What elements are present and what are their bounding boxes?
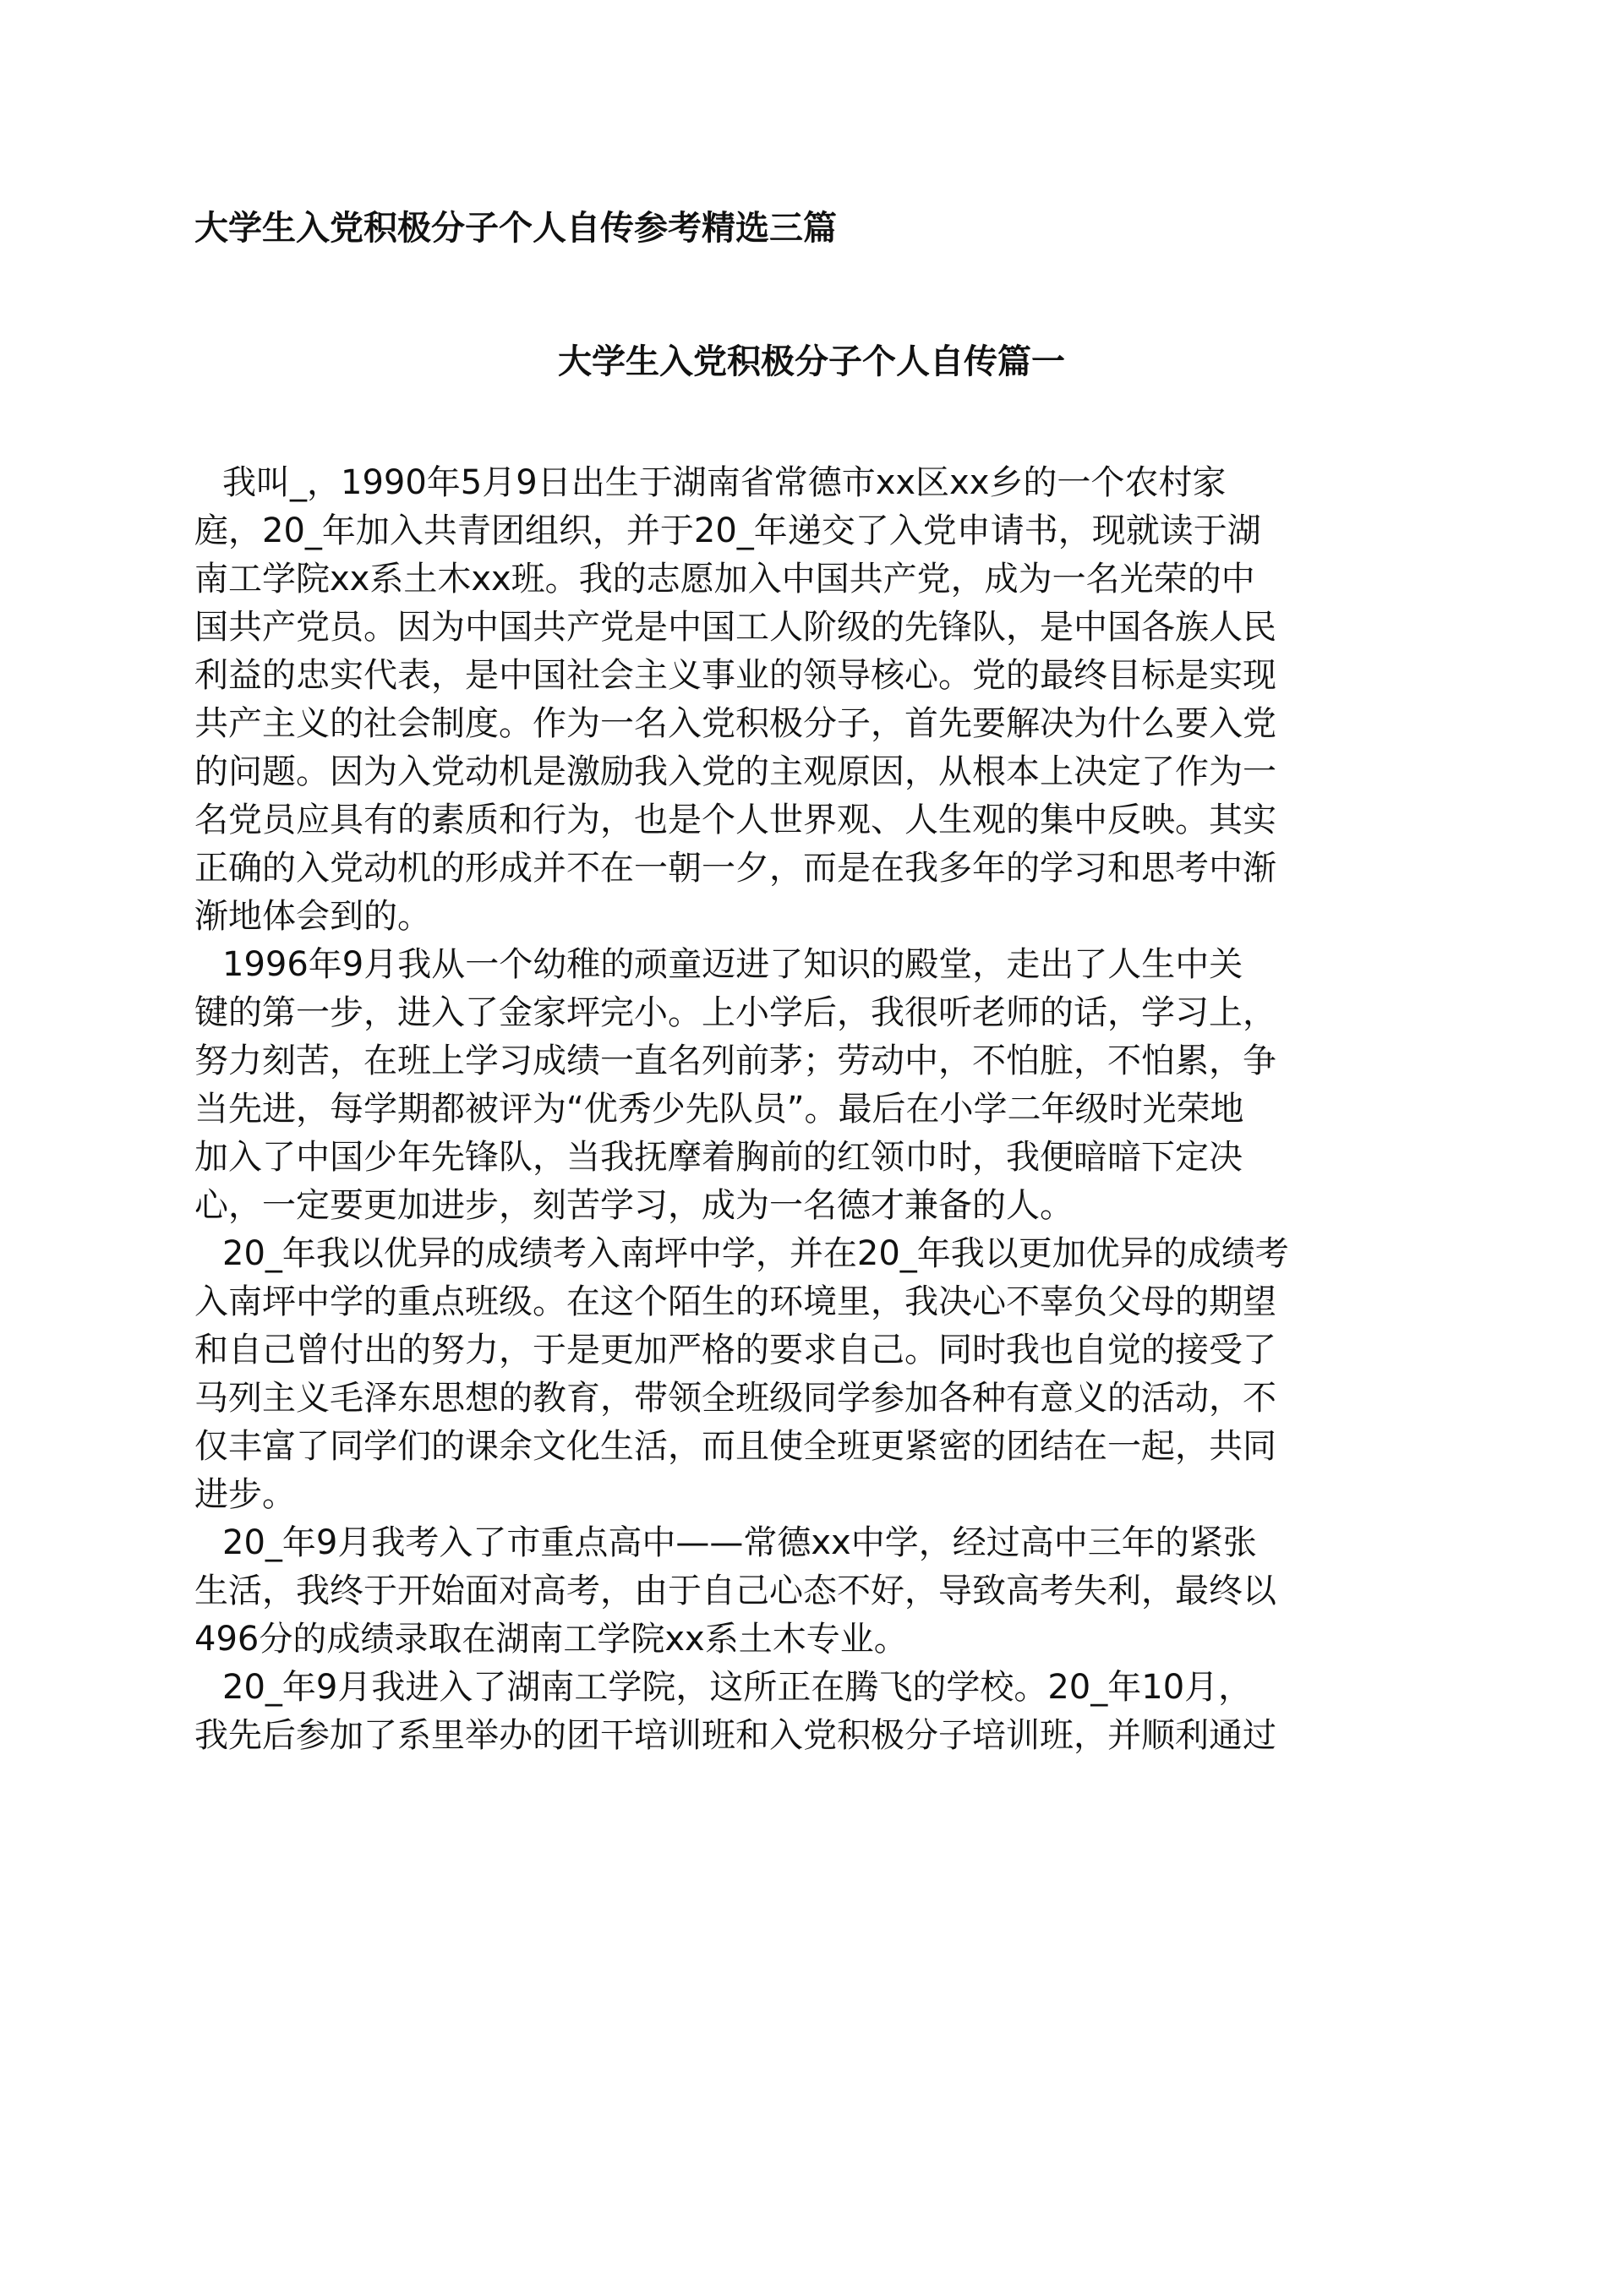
text-line: 马列主义毛泽东思想的教育，带领全班级同学参加各种有意义的活动，不 xyxy=(194,1379,1276,1418)
text-line: 496分的成绩录取在湖南工学院xx系土木专业。 xyxy=(194,1620,908,1659)
text-line: 仅丰富了同学们的课余文化生活，而且使全班更紧密的团结在一起，共同 xyxy=(194,1427,1276,1466)
text-line: 南工学院xx系土木xx班。我的志愿加入中国共产党，成为一名光荣的中 xyxy=(194,560,1255,599)
text-line: 国共产党员。因为中国共产党是中国工人阶级的先锋队，是中国各族人民 xyxy=(194,608,1276,647)
paragraph-2 xyxy=(194,941,1441,1230)
document-body xyxy=(194,459,1441,1760)
text-line: 生活，我终于开始面对高考，由于自己心态不好，导致高考失利，最终以 xyxy=(194,1572,1276,1610)
text-line: 加入了中国少年先锋队，当我抚摩着胸前的红领巾时，我便暗暗下定决 xyxy=(194,1138,1243,1177)
paragraph-4 xyxy=(194,1519,1441,1664)
text-line: 键的第一步，进入了金家坪完小。上小学后，我很听老师的话，学习上， xyxy=(194,993,1276,1032)
text-line: 庭，20_年加入共青团组织，并于20_年递交了入党申请书，现就读于湖 xyxy=(194,511,1261,550)
text-line: 正确的入党动机的形成并不在一朝一夕，而是在我多年的学习和思考中渐 xyxy=(194,849,1276,888)
paragraph-3 xyxy=(194,1230,1441,1519)
text-line: 渐地体会到的。 xyxy=(194,897,431,936)
document-title: 大学生入党积极分子个人自传参考精选三篇 xyxy=(194,209,837,248)
text-line: 20_年9月我进入了湖南工学院，这所正在腾飞的学校。20_年10月， xyxy=(222,1668,1253,1707)
text-line: 20_年我以优异的成绩考入南坪中学，并在20_年我以更加优异的成绩考 xyxy=(222,1234,1289,1273)
text-line: 1996年9月我从一个幼稚的顽童迈进了知识的殿堂，走出了人生中关 xyxy=(222,945,1243,984)
text-line: 名党员应具有的素质和行为，也是个人世界观、人生观的集中反映。其实 xyxy=(194,801,1276,839)
text-line: 当先进，每学期都被评为“优秀少先队员”。最后在小学二年级时光荣地 xyxy=(194,1090,1244,1129)
text-line: 共产主义的社会制度。作为一名入党积极分子，首先要解决为什么要入党 xyxy=(194,704,1276,743)
text-line: 20_年9月我考入了市重点高中——常德xx中学，经过高中三年的紧张 xyxy=(222,1523,1257,1562)
section-title: 大学生入党积极分子个人自传篇一 xyxy=(558,342,1065,381)
text-line: 我叫_，1990年5月9日出生于湖南省常德市xx区xx乡的一个农村家 xyxy=(222,463,1227,502)
text-line: 利益的忠实代表，是中国社会主义事业的领导核心。党的最终目标是实现 xyxy=(194,656,1276,695)
text-line: 我先后参加了系里举办的团干培训班和入党积极分子培训班，并顺利通过 xyxy=(194,1716,1276,1755)
text-line: 努力刻苦，在班上学习成绩一直名列前茅；劳动中，不怕脏，不怕累，争 xyxy=(194,1041,1276,1080)
paragraph-1 xyxy=(194,459,1441,941)
paragraph-5 xyxy=(194,1664,1441,1760)
text-line: 进步。 xyxy=(194,1475,296,1514)
text-line: 和自己曾付出的努力，于是更加严格的要求自己。同时我也自觉的接受了 xyxy=(194,1331,1276,1369)
text-line: 心，一定要更加进步，刻苦学习，成为一名德才兼备的人。 xyxy=(194,1186,1074,1225)
text-line: 的问题。因为入党动机是激励我入党的主观原因，从根本上决定了作为一 xyxy=(194,752,1276,791)
text-line: 入南坪中学的重点班级。在这个陌生的环境里，我决心不辜负父母的期望 xyxy=(194,1282,1276,1321)
